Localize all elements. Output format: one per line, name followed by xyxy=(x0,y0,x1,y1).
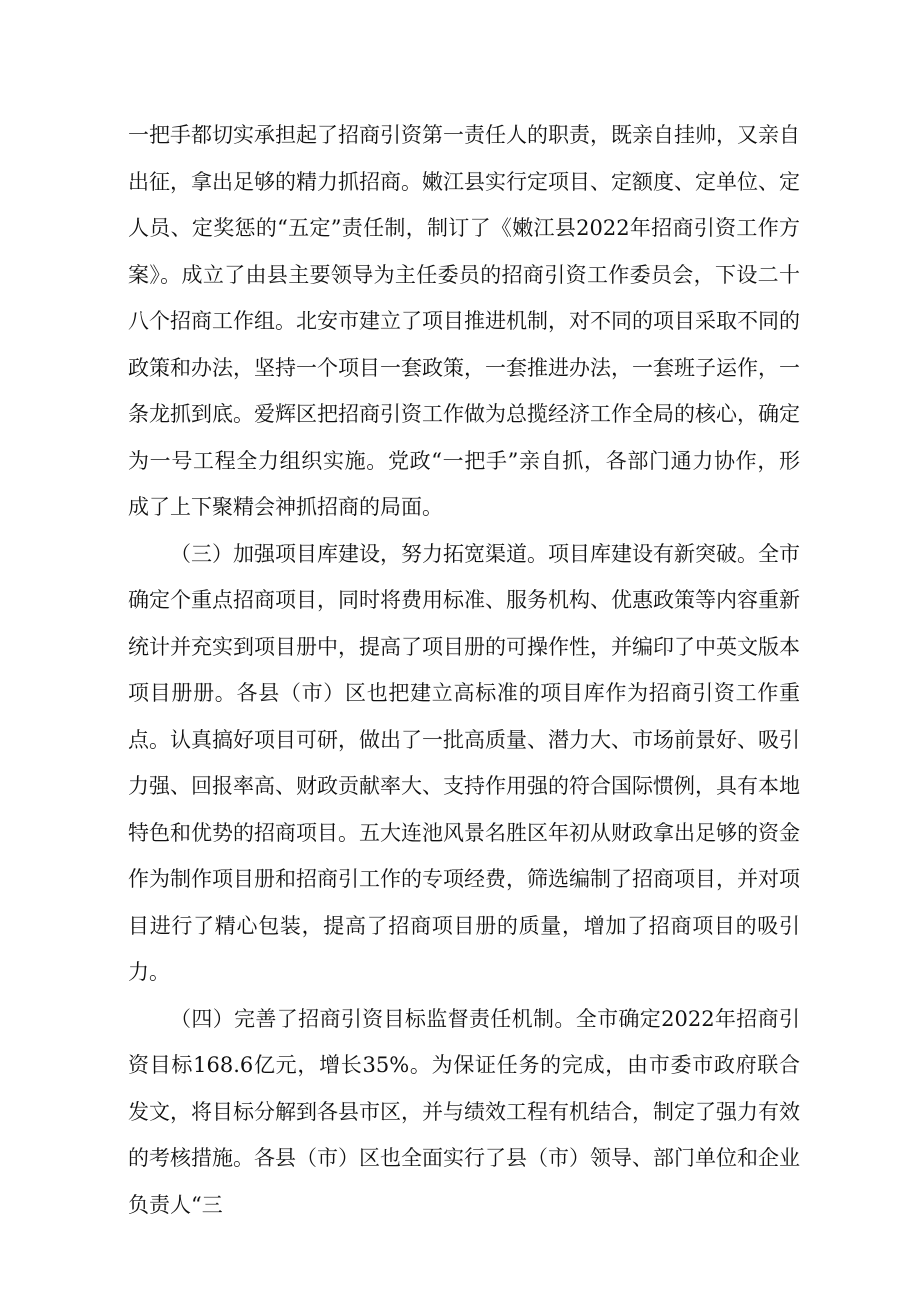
paragraph-2: （三）加强项目库建设，努力拓宽渠道。项目库建设有新突破。全市确定个重点招商项目，同时将费用标准、服务机构、优惠政策等内容重新统计并充实到项目册中，提高了项目册的可操作性，并编印了中英文版本项目册册。各县（市）区也把建立高标准的项目库作为招商引资工作重点。认真搞好项目可研，做出了一批高质量、潜力大、市场前景好、吸引力强、回报率高、财政贡献率大、支持作用强的符合国际惯例，具有本地特色和优势的招商项目。五大连池风景名胜区年初从财政拿出足够的资金作为制作项目册和招商引工作的专项经费，筛选编制了招商项目，并对项目进行了精心包装，提高了招商项目册的质量，增加了招商项目的吸引力。 xyxy=(128,541,800,984)
paragraph-1: 一把手都切实承担起了招商引资第一责任人的职责，既亲自挂帅，又亲自出征，拿出足够的精力抓招商。嫩江县实行定项目、定额度、定单位、定人员、定奖惩的“五定”责任制，制订了《嫩江县2022年招商引资工作方案》。成立了由县主要领导为主任委员的招商引资工作委员会，下设二十八个招商工作组。北安市建立了项目推进机制，对不同的项目采取不同的政策和办法，坚持一个项目一套政策，一套推进办法，一套班子运作，一条龙抓到底。爱辉区把招商引资工作做为总揽经济工作全局的核心，确定为一号工程全力组织实施。党政“一把手”亲自抓，各部门通力协作，形成了上下聚精会神抓招商的局面。 xyxy=(128,123,800,519)
paragraph-3: （四）完善了招商引资目标监督责任机制。全市确定2022年招商引资目标168.6亿元，增长35%。为保证任务的完成，由市委市政府联合发文，将目标分解到各县市区，并与绩效工程有机结合，制定了强力有效的考核措施。各县（市）区也全面实行了县（市）领导、部门单位和企业负责人“三 xyxy=(128,1006,800,1217)
document-body xyxy=(128,112,800,1228)
